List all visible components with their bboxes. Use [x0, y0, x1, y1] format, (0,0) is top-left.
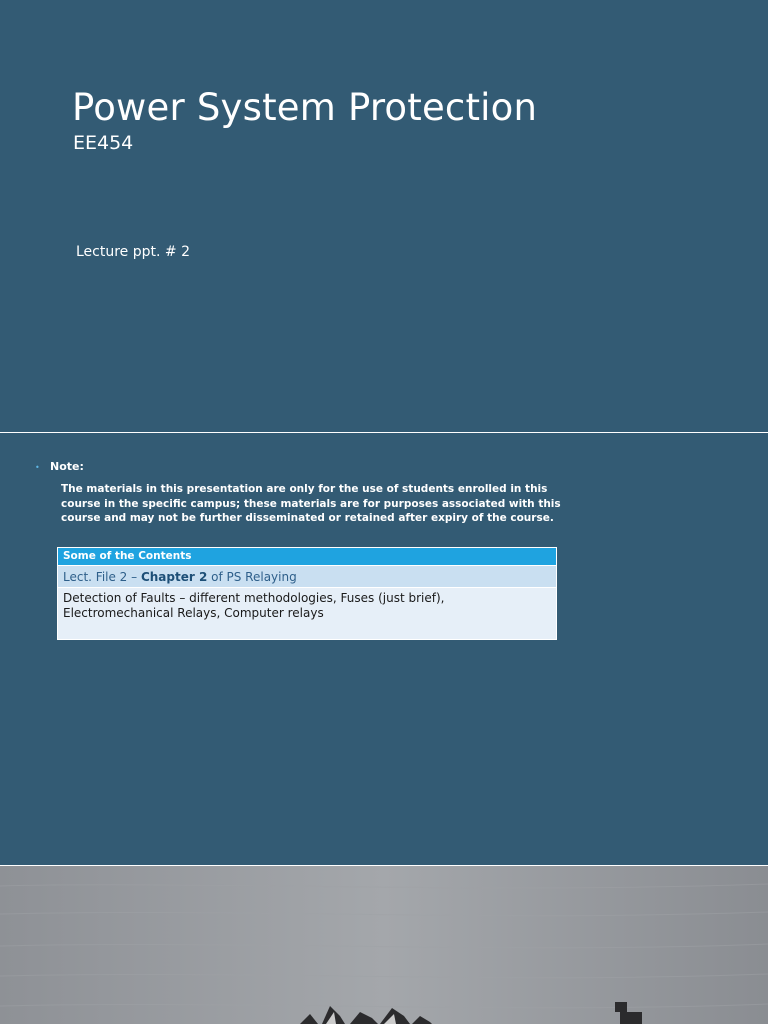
slide-title: [0, 0, 768, 432]
lecture-label: Lecture ppt. # 2: [76, 244, 190, 260]
note-label: Note:: [50, 460, 84, 473]
slide-note: [0, 433, 768, 865]
bullet-icon: •: [35, 463, 40, 472]
slide-photo: [0, 866, 768, 1024]
contents-header: Some of the Contents: [58, 548, 556, 565]
note-text: The materials in this presentation are only for the use of students enrolled in this course in the specific campus; these materials are for purposes associated with this course and may not be further disseminated or retained after expiry of the course.: [61, 483, 561, 524]
contents-row-topics: Detection of Faults – different methodologies, Fuses (just brief), Electromechanical Relays, Computer relays: [58, 587, 556, 639]
contents-row-chapter: [58, 565, 556, 587]
row1-chapter: Chapter 2: [140, 570, 208, 584]
contents-table: [57, 547, 557, 640]
row1-suffix: of PS Relaying: [207, 570, 297, 584]
slide-title-text: Power System Protection: [72, 86, 538, 129]
row1-prefix: Lect. File 2 –: [63, 570, 141, 584]
course-code: EE454: [73, 132, 134, 154]
photo-illustration: [0, 866, 768, 1024]
photo-image: [0, 866, 768, 1024]
